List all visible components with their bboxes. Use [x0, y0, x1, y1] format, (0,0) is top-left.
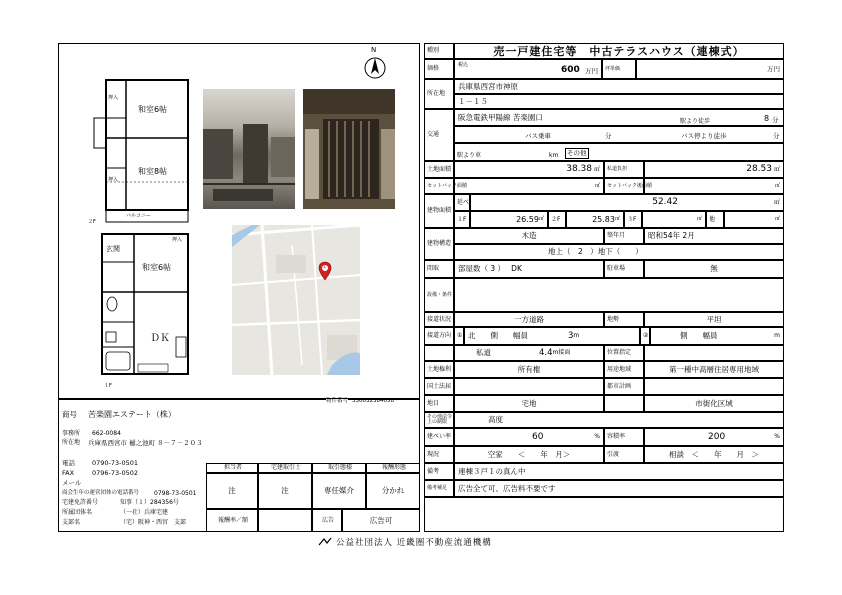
tax-label: 税込	[458, 62, 469, 68]
car-row	[454, 143, 784, 161]
land-cat-value: 宅地	[454, 395, 604, 412]
floorplan-upper-drawing	[92, 78, 192, 228]
floors-value	[454, 244, 784, 260]
compass-label: N	[371, 46, 377, 54]
serial-label: 物件番号	[326, 398, 349, 404]
road-dir2-text: 側 幅員	[680, 331, 718, 341]
page-title: 売一戸建住宅等 中古テラスハウス（連棟式）	[454, 43, 784, 59]
floor1-area-value: 26.59	[516, 214, 539, 224]
assoc-label: 商会生年の運営団体の電話番号	[62, 490, 140, 496]
address-label: 所在地	[62, 439, 81, 446]
road-dir1	[464, 327, 640, 345]
delivery-label: 引渡	[604, 446, 644, 463]
room-label: 和室8帖	[138, 167, 168, 176]
road-dir2-m: m	[774, 332, 780, 339]
walk-unit: 分	[772, 116, 779, 124]
delivery-value: 相談 ＜ 年 月 ＞	[644, 446, 784, 463]
city-plan-label2	[604, 395, 644, 412]
trade-type: 専任媒介	[312, 473, 366, 509]
city-plan-value	[644, 378, 784, 395]
law-value	[454, 378, 604, 395]
built-label: 築年月	[604, 228, 644, 244]
setback-label: セットバック面積	[424, 178, 454, 194]
far-row	[644, 428, 784, 446]
terrain-value: 平坦	[644, 312, 784, 327]
bcr-label: 建ぺい率	[424, 428, 454, 446]
other-area-label: 他	[706, 211, 724, 228]
building-total	[470, 194, 784, 211]
road-dir2	[650, 327, 784, 345]
compass-icon	[362, 55, 388, 83]
footer	[318, 536, 492, 548]
room-label: 和室6帖	[142, 263, 172, 272]
private-road-unit: ㎡	[773, 165, 780, 173]
setback2-label: セットバック後面積	[604, 178, 644, 194]
company-name-label: 商号	[62, 410, 77, 419]
private-road-width-unit: m接面	[552, 349, 571, 356]
room-label: 和室6帖	[138, 105, 168, 114]
closet-label: 押入	[108, 177, 119, 183]
far-value: 200	[708, 431, 726, 442]
land-area	[454, 161, 604, 178]
company-fax: 0796-73-0502	[92, 469, 139, 477]
private-road	[644, 161, 784, 178]
limits-label: その他法令上の制限	[424, 412, 454, 428]
company-address: 兵庫県西宮市 樋之池町 ８－７－２０３	[88, 439, 203, 447]
layout-value: 部屋数（ 3 ） DK	[454, 260, 604, 278]
trade-header-agent: 担当者	[206, 463, 258, 473]
road-dir1-width: 3	[568, 330, 574, 341]
bus-label: バス乗車	[525, 132, 551, 140]
parking-label: 駐車場	[604, 260, 644, 278]
rights-label: 土地権利	[424, 361, 454, 378]
mail-label: メール	[62, 479, 82, 487]
area-price-unit: 万円	[636, 59, 784, 79]
branch-label: 支部名	[62, 519, 81, 526]
area-map	[232, 225, 360, 375]
price-value: 600	[561, 65, 580, 75]
road-dir-label: 接道方向	[424, 327, 454, 345]
reward-rate	[258, 509, 312, 532]
position-value	[644, 345, 784, 361]
road-dir1-text: 北 側 幅員	[468, 331, 528, 341]
floor1-label: １F	[454, 211, 470, 228]
private-road-label2: 私道	[476, 348, 491, 358]
trade-header-type: 取引態様	[312, 463, 366, 473]
bus-row	[454, 126, 784, 143]
private-road-label: 私道負担	[604, 161, 644, 178]
car-label: 駅より車	[457, 152, 482, 159]
private-road-value: 28.53	[746, 164, 772, 174]
floor1-area	[470, 211, 548, 228]
other-transport-label: その他	[567, 149, 587, 157]
floorplan-lower	[92, 232, 192, 382]
notes-value: 連棟３戸１の真ん中	[454, 463, 784, 480]
bcr-row	[454, 428, 604, 446]
reward-rate-label: 報酬率／額	[206, 509, 258, 532]
use-value: 第一種中高層住居専用地域	[644, 361, 784, 378]
far-pct: %	[774, 433, 780, 440]
license-label: 宅建免許番号	[62, 499, 99, 506]
closet-label: 押入	[172, 237, 183, 243]
other-area	[724, 211, 784, 228]
private-road-row	[454, 345, 604, 361]
structure-label: 建物構造	[424, 228, 454, 260]
city-plan: 市街化区域	[644, 395, 784, 412]
status-label: 現況	[424, 446, 454, 463]
price-row	[454, 59, 602, 79]
private-road-width: 4.4	[539, 347, 553, 358]
position-label: 位置指定	[604, 345, 644, 361]
area-price-label: 坪単価	[602, 59, 636, 79]
trade-header-reward: 報酬形態	[366, 463, 420, 473]
notes-extra-label: 備考補足	[424, 480, 454, 497]
entrance-label: 玄関	[106, 245, 120, 253]
location-line2: １－１５	[454, 94, 784, 109]
notes-extra: 広告全て可、広告料不要です	[454, 480, 784, 497]
company-tel: 0790-73-0501	[92, 459, 139, 467]
building-total-value: 52.42	[652, 197, 678, 207]
land-area-value: 38.38	[566, 164, 592, 174]
entrance-photo	[303, 89, 395, 209]
license-number: 知事（１）284356号	[120, 499, 179, 506]
building-total-unit: ㎡	[773, 198, 780, 206]
price-label: 価格	[424, 59, 454, 79]
street-photo	[203, 89, 295, 209]
location-label: 所在地	[424, 79, 454, 109]
floor2-label: ２F	[548, 211, 566, 228]
balcony-label: バルコニー	[126, 213, 152, 219]
built-value: 昭和54年 2月	[644, 228, 784, 244]
status-value: 空家 ＜ 年 月＞	[454, 446, 604, 463]
law-label: 国土法届	[424, 378, 454, 395]
road-dir2-num: ②	[640, 327, 650, 345]
transport-label: 交通	[424, 109, 454, 161]
walk-min: 8	[764, 114, 770, 123]
bus-unit: 分	[605, 132, 612, 140]
road-dir1-num: ①	[454, 327, 464, 345]
floorplan-lower-drawing	[92, 232, 192, 382]
office-label: 事務所	[62, 430, 81, 437]
floor3-area-unit: ㎡	[696, 216, 702, 222]
land-cat-label: 地目	[424, 395, 454, 412]
price-unit: 万円	[585, 67, 598, 75]
transport-line: 阪急電鉄甲陽線 苦楽園口	[454, 109, 784, 126]
limits-value	[454, 412, 784, 428]
ad-label: 広告	[312, 509, 342, 532]
equipment-label: 設備・条件	[424, 278, 454, 312]
floor2-area	[566, 211, 624, 228]
dk-label: ＤＫ	[150, 333, 170, 344]
limits-text: 高度	[488, 415, 503, 425]
layout-label: 間取	[424, 260, 454, 278]
trade-header-broker: 宅建取引士	[258, 463, 312, 473]
serial-number: 330032384058	[352, 398, 394, 404]
land-area-unit: ㎡	[593, 165, 600, 173]
floor-label: １F	[104, 383, 112, 389]
floor-label: ２F	[88, 219, 96, 225]
bcr-value: 60	[532, 431, 544, 442]
assoc2-label: 所属団体名	[62, 509, 93, 516]
bus-stop-label: バス停より徒歩	[681, 132, 727, 140]
branch-name: （宅）阪神・西宮 支部	[120, 519, 187, 526]
road-status: 一方道路	[454, 312, 604, 327]
road-status-label: 接道状況	[424, 312, 454, 327]
bus-stop-unit: 分	[773, 132, 780, 140]
ad-value: 広告可	[342, 509, 420, 532]
building-area-label: 建物面積	[424, 194, 454, 228]
floor2-area-value: 25.83	[592, 214, 615, 224]
land-area-label: 土地面積	[424, 161, 454, 178]
trade-broker: 注	[258, 473, 312, 509]
setback2-unit: ㎡	[644, 178, 784, 194]
structure-value: 木造	[454, 228, 604, 244]
office-zip: 662-0084	[92, 430, 121, 437]
trade-reward: 分かれ	[366, 473, 420, 509]
walk-label: 駅より徒歩	[680, 118, 711, 125]
floor2-area-unit: ㎡	[614, 216, 620, 222]
trade-agent: 注	[206, 473, 258, 509]
parking-value: 無	[644, 260, 784, 278]
tel-label: 電話	[62, 459, 75, 467]
rights-value: 所有権	[454, 361, 604, 378]
map-pin-label: 1	[323, 264, 327, 270]
setback-unit: ㎡	[454, 178, 604, 194]
notes-blank	[424, 497, 784, 532]
km-unit: km	[549, 152, 559, 159]
use-label: 用途地域	[604, 361, 644, 378]
other-area-unit: ㎡	[774, 216, 780, 222]
floor3-area	[642, 211, 706, 228]
equipment-value	[454, 278, 784, 312]
compass	[362, 47, 388, 83]
fax-label: FAX	[62, 469, 75, 477]
company-name: 苦楽園エステート（株）	[88, 410, 176, 419]
closet-label: 押入	[108, 95, 119, 101]
assoc-tel: 0798-73-0501	[154, 490, 197, 497]
floor3-label: ３F	[624, 211, 642, 228]
bcr-pct: %	[594, 433, 600, 440]
location-line1: 兵庫県西宮市神原	[454, 79, 784, 94]
footer-org: 公益社団法人 近畿圏不動産流通機構	[336, 538, 492, 548]
floors-text: 地上（ 2 ）地下（ ）	[548, 247, 643, 257]
assoc2-name: （一社）兵庫宅建	[120, 509, 169, 516]
floor1-area-unit: ㎡	[538, 216, 544, 222]
notes-label: 備考	[424, 463, 454, 480]
road-dir1-m: m	[573, 332, 580, 339]
terrain-label: 地勢	[604, 312, 644, 327]
city-plan-label: 都市計画	[604, 378, 644, 395]
org-logo-icon	[318, 537, 332, 547]
far-label: 容積率	[604, 428, 644, 446]
category-label: 種別	[424, 43, 454, 59]
floorplan-upper	[92, 78, 192, 228]
building-total-label: 延べ	[454, 194, 470, 211]
road-spacer	[424, 345, 454, 361]
